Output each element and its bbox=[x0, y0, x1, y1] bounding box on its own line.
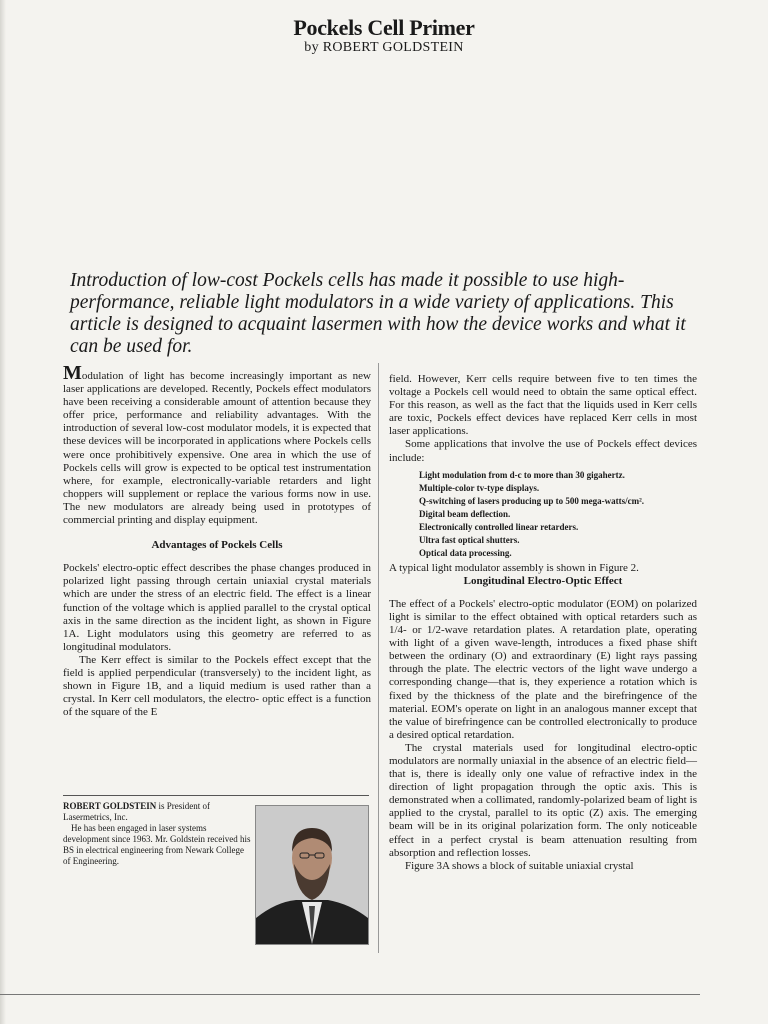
left-paragraph-2: Pockels' electro-optic effect describes the phase changes produced in polarized light passing through certain uniaxial crystal materials which are under the stress of an electric field. The effect is a linear function of the voltage which is applied parallel to the crystal optical axis in the same direction as the incident light, as shown in Figure 1A. Light modulators using this geometry are referred to as longitudinal modulators. bbox=[63, 562, 371, 653]
bio-detail: He has been engaged in laser systems development since 1963. Mr. Goldstein received his BS in electrical engineering from Newark College of Engineering. bbox=[63, 823, 251, 866]
right-paragraph-3: A typical light modulator assembly is shown in Figure 2. bbox=[389, 561, 639, 574]
column-divider bbox=[378, 363, 379, 953]
author-photo bbox=[255, 805, 369, 945]
page-edge-shadow bbox=[0, 0, 6, 1024]
list-item: Q-switching of lasers producing up to 500 mega-watts/cm². bbox=[419, 495, 645, 506]
bio-title: is President of Lasermetrics, Inc. bbox=[63, 801, 211, 822]
author-portrait-image bbox=[256, 806, 368, 944]
list-item: Digital beam deflection. bbox=[419, 508, 511, 519]
bio-name: ROBERT GOLDSTEIN bbox=[63, 801, 157, 811]
article-byline: by ROBERT GOLDSTEIN bbox=[304, 40, 464, 55]
dropcap: M bbox=[63, 362, 82, 384]
article-title: Pockels Cell Primer bbox=[293, 15, 475, 40]
left-column bbox=[63, 362, 371, 719]
applications-list bbox=[419, 469, 697, 560]
right-paragraph-5: The crystal materials used for longitudinal electro-optic modulators are normally uniaxial in the absence of an electric field—that is, there is ideally only one value of refractive index in the direction of light propagation through the optic axis. This is demonstrated when a collimated, randomly-polarized beam of light is applied to the crystal, parallel to its optic (Z) axis. The emerging beam will be in its original polarization form. The only noticeable effect in a perfect crystal is beam attenuation resulting from absorption and reflection losses. bbox=[389, 741, 697, 859]
right-paragraph-4: The effect of a Pockels' electro-optic modulator (EOM) on polarized light is similar to the effect obtained with optical retarders such as 1/4- or 1/2-wave retardation plates. A retardation plate, operating with light of a given wave-length, introduces a fixed phase shift between the ordinary (O) and extraordinary (E) light rays passing through the plate. The electric vectors of the light wave undergo a corresponding change—that is, they experience a rotation which is fixed by the thickness of the plate and the birefringence of the material. EOM's operate on light in an analogous manner except that the value of birefringence can be controlled electronically to produce a desired optical retardation. bbox=[389, 597, 697, 741]
author-bio bbox=[63, 801, 253, 867]
list-item: Electronically controlled linear retarders. bbox=[419, 521, 579, 532]
right-paragraph-6: Figure 3A shows a block of suitable uniaxial crystal bbox=[405, 859, 634, 872]
bio-divider bbox=[63, 795, 369, 796]
list-item: Multiple-color tv-type displays. bbox=[419, 482, 540, 493]
list-item: Light modulation from d-c to more than 30 gigahertz. bbox=[419, 469, 625, 480]
right-paragraph-2: Some applications that involve the use of Pockels effect devices include: bbox=[389, 438, 697, 464]
list-item: Optical data processing. bbox=[419, 547, 512, 558]
left-paragraph-3: The Kerr effect is similar to the Pockels effect except that the field is applied perpendicular (transversely) to the incident light, as shown in Figure 1B, and a liquid medium is used rather than a crystal. In Kerr cell modulators, the electro- optic effect is a function of the square of the E bbox=[63, 653, 371, 719]
right-column bbox=[389, 373, 697, 873]
section-heading-longitudinal: Longitudinal Electro-Optic Effect bbox=[463, 574, 623, 587]
footer-rule bbox=[0, 994, 700, 995]
right-paragraph-1: field. However, Kerr cells require between five to ten times the voltage a Pockels cell would need to obtain the same optical effect. For this reason, as well as the fact that the liquids used in Kerr cells are toxic, Pockels effect devices have replaced Kerr cells in most laser applications. bbox=[389, 373, 697, 438]
list-item: Ultra fast optical shutters. bbox=[419, 534, 520, 545]
section-heading-advantages: Advantages of Pockels Cells bbox=[151, 539, 283, 552]
left-paragraph-1: Modulation of light has become increasingly important as new laser applications are developed. Recently, Pockels effect modulators have been receiving a considerable amount of attention because they offer price, performance and reliability advantages. With the introduction of several low-cost modulator models, it is expected that these devices will be incorporated in applications where Pockels cells were once prohibitively expensive. One area in which the use of Pockels cells will grow is expected to be optical test instrumentation where, for example, electronically-variable retarders and light choppers will supplement or replace the various forms now in use. The new modulators are already being used in prototypes of commercial printing and display equipment. bbox=[63, 362, 371, 527]
intro-deck: Introduction of low-cost Pockels cells has made it possible to use high-performance, reliable light modulators in a wide variety of applications. This article is designed to acquaint lasermen with how the device works and what it can be used for. bbox=[70, 270, 686, 357]
